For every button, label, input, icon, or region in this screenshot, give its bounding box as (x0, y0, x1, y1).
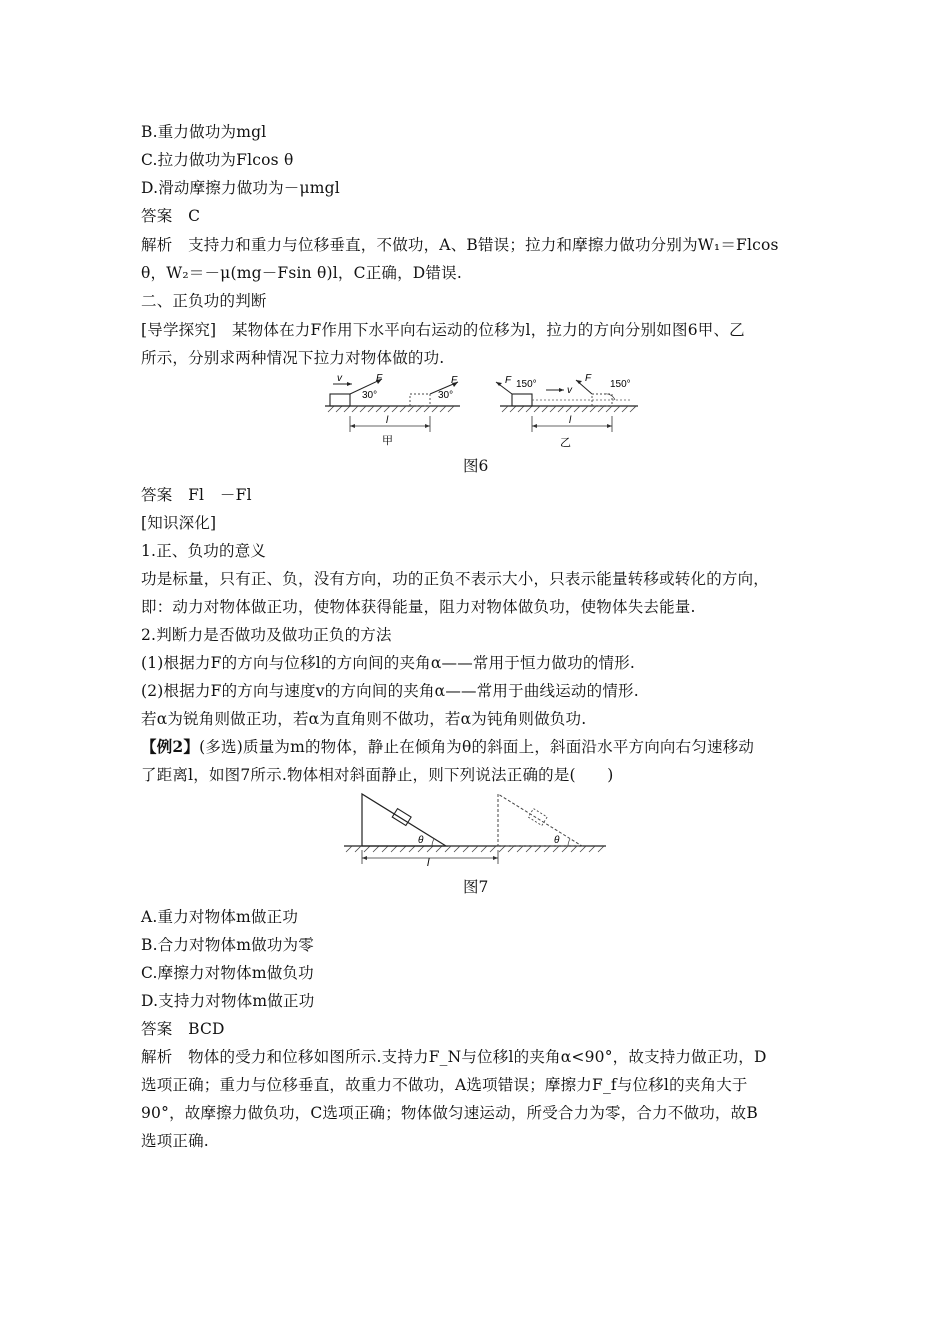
fig6-angle-3: 150° (516, 379, 537, 390)
fig7-l-label: l (427, 857, 430, 868)
fig6-angle-4: 150° (610, 379, 631, 390)
option-c: C.拉力做功为Flcos θ (141, 151, 294, 169)
fig6-f-label-4: F (585, 373, 592, 384)
answer-3: 答案 BCD (141, 1020, 225, 1038)
fig6-l-label-2: l (569, 415, 572, 426)
example-2-tag: 【例2】 (141, 737, 200, 756)
fig6-v-label: v (337, 373, 342, 384)
fig6-angle-2: 30° (438, 390, 454, 401)
figure-7-caption: 图7 (463, 878, 489, 896)
figure-6-caption: 图6 (463, 457, 489, 475)
fig7-theta-1: θ (418, 835, 424, 846)
answer-2: 答案 Fl －Fl (141, 486, 252, 504)
point-2-title: 2.判断力是否做功及做功正负的方法 (141, 626, 392, 644)
analysis-1-line-1: 解析 支持力和重力与位移垂直，不做功，A、B错误；拉力和摩擦力做功分别为W₁＝Flcos (141, 236, 779, 254)
fig6-angle-1: 30° (362, 390, 378, 401)
knowledge-deepen-heading: [知识深化] (141, 514, 217, 532)
fig6-f-label-1: F (376, 373, 383, 384)
answer-1: 答案 C (141, 207, 201, 225)
section-heading: 二、正负功的判断 (141, 292, 267, 310)
example-2-line-1 (141, 733, 813, 761)
fig6-f-label-2: F (451, 375, 458, 386)
point-1-line-1: 功是标量，只有正、负，没有方向，功的正负不表示大小，只表示能量转移或转化的方向， (141, 570, 770, 588)
option-d: D.滑动摩擦力做功为－μmgl (141, 179, 340, 197)
fig6-l-label-1: l (386, 415, 389, 426)
point-2-line-3: 若α为锐角则做正功，若α为直角则不做功，若α为钝角则做负功. (141, 710, 587, 728)
point-2-line-2: (2)根据力F的方向与速度v的方向间的夹角α——常用于曲线运动的情形. (141, 682, 639, 700)
example-2-line-2: 了距离l，如图7所示.物体相对斜面静止，则下列说法正确的是( ) (141, 766, 614, 784)
ex2-option-b: B.合力对物体m做功为零 (141, 936, 314, 954)
figure-7 (342, 790, 610, 868)
ex2-option-a: A.重力对物体m做正功 (141, 908, 299, 926)
fig6-f-label-3: F (505, 375, 512, 386)
fig7-theta-2: θ (554, 835, 560, 846)
analysis-2-line-1: 解析 物体的受力和位移如图所示.支持力F_N与位移l的夹角α<90°，故支持力做正功，D (141, 1048, 767, 1066)
ex2-option-c: C.摩擦力对物体m做负功 (141, 964, 314, 982)
analysis-2-line-4: 选项正确. (141, 1132, 209, 1150)
point-2-line-1: (1)根据力F的方向与位移l的方向间的夹角α——常用于恒力做功的情形. (141, 654, 636, 672)
guide-line-2: 所示，分别求两种情况下拉力对物体做的功. (141, 349, 445, 367)
analysis-1-line-2: θ，W₂＝－μ(mg－Fsin θ)l，C正确，D错误. (141, 264, 462, 282)
fig6-yi-label: 乙 (560, 437, 571, 449)
example-2-text-1: (多选)质量为m的物体，静止在倾角为θ的斜面上，斜面沿水平方向向右匀速移动 (199, 738, 755, 756)
fig6-v-label-2: v (567, 385, 572, 396)
analysis-2-line-3: 90°，故摩擦力做负功，C选项正确；物体做匀速运动，所受合力为零，合力不做功，故B (141, 1104, 758, 1122)
analysis-2-line-2: 选项正确；重力与位移垂直，故重力不做功，A选项错误；摩擦力F_f与位移l的夹角大于 (141, 1076, 748, 1094)
fig6-jia-label: 甲 (382, 435, 393, 447)
point-1-line-2: 即：动力对物体做正功，使物体获得能量，阻力对物体做负功，使物体失去能量. (141, 598, 696, 616)
point-1-title: 1.正、负功的意义 (141, 542, 267, 560)
option-b: B.重力做功为mgl (141, 123, 267, 141)
figure-6 (320, 372, 645, 454)
guide-line-1: [导学探究] 某物体在力F作用下水平向右运动的位移为l，拉力的方向分别如图6甲、乙 (141, 321, 745, 339)
ex2-option-d: D.支持力对物体m做正功 (141, 992, 315, 1010)
